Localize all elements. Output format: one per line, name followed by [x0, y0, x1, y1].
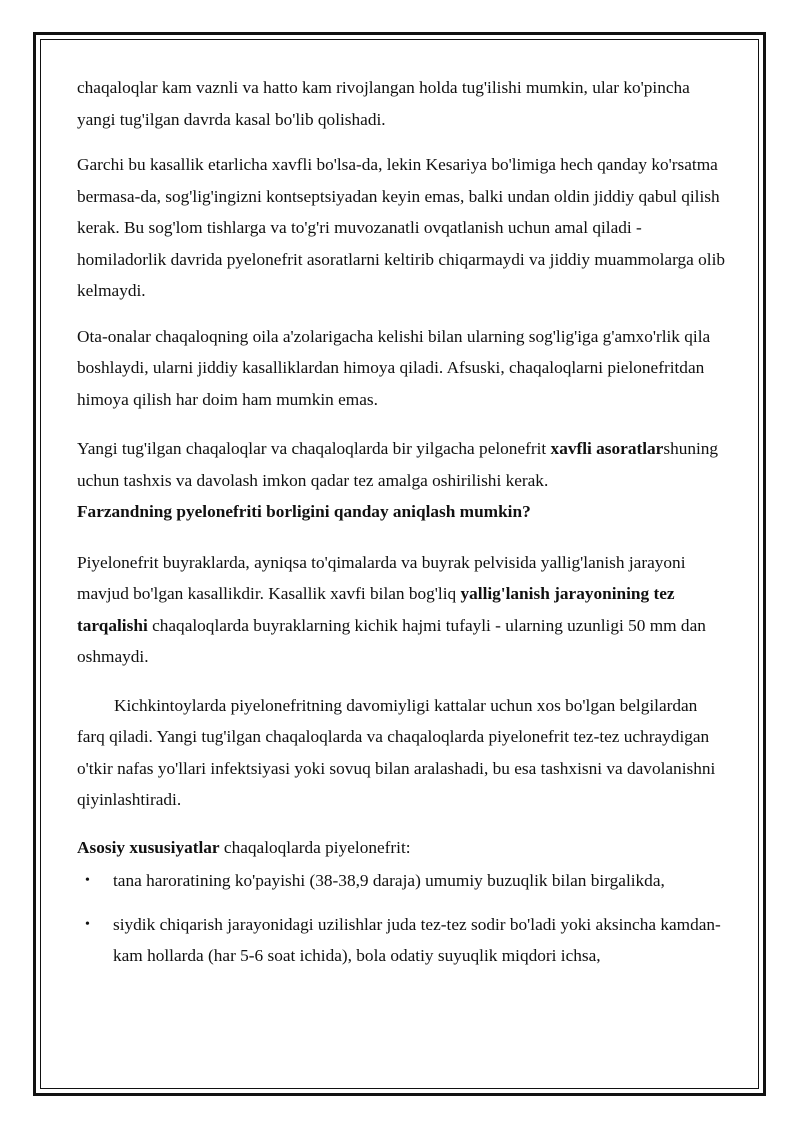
paragraph-5-text-start: Piyelonefrit buyraklarda, ayniqsa to'qimalarda va buyrak pelvisida yallig'lanish jarayoni mavjud bo'lgan kasallikdir. Kasallik xavfi bilan bog'liq — [77, 552, 686, 603]
paragraph-4-bold: xavfli asoratlar — [550, 439, 664, 458]
document-body — [77, 72, 729, 984]
paragraph-5-bold: yallig'lanish jarayonining tez tarqalishi — [77, 584, 675, 635]
bullet-icon: • — [85, 916, 90, 932]
list-item-text: tana haroratining ko'payishi (38-38,9 daraja) umumiy buzuqlik bilan birgalikda, — [113, 871, 665, 890]
paragraph-4 — [77, 433, 729, 496]
list-item — [77, 865, 729, 897]
paragraph-7-text-end: chaqaloqlarda piyelonefrit: — [219, 837, 411, 857]
paragraph-7 — [77, 832, 729, 864]
paragraph-5 — [77, 547, 729, 673]
bullet-list — [77, 865, 729, 972]
paragraph-4-text-start: Yangi tug'ilgan chaqaloqlar va chaqaloqlarda bir yilgacha pelonefrit — [77, 439, 551, 458]
list-item — [77, 909, 729, 972]
list-item-text: siydik chiqarish jarayonidagi uzilishlar juda tez-tez sodir bo'ladi yoki aksincha kamdan-kam hollarda (har 5-6 soat ichida), bola odatiy suyuqlik miqdori ichsa, — [113, 914, 721, 965]
paragraph-1: chaqaloqlar kam vaznli va hatto kam rivojlangan holda tug'ilishi mumkin, ular ko'pincha yangi tug'ilgan davrda kasal bo'lib qolishadi. — [77, 78, 690, 129]
paragraph-3: Ota-onalar chaqaloqning oila a'zolarigacha kelishi bilan ularning sog'lig'iga g'amxo'rlik qila boshlaydi, ularni jiddiy kasalliklardan himoya qiladi. Afsuski, chaqaloqlarni pielonefritdan himoya qilish har doim ham mumkin emas. — [77, 326, 711, 409]
paragraph-2: Garchi bu kasallik etarlicha xavfli bo'lsa-da, lekin Kesariya bo'limiga hech qanday ko'rsatma bermasa-da, sog'lig'ingizni kontseptsiyadan keyin emas, balki undan oldin jiddiy qabul qilish kerak. Bu sog'lom tishlarga va to'g'ri muvozanatli ovqatlanish uchun amal qiladi - homiladorlik davrida pyelonefrit asoratlarni keltirib chiqarmaydi va jiddiy muammolarga olib kelmaydi. — [77, 155, 726, 300]
section-heading: Farzandning pyelonefriti borligini qanday aniqlash mumkin? — [77, 502, 531, 521]
paragraph-6: Kichkintoylarda piyelonefritning davomiyligi kattalar uchun xos bo'lgan belgilardan farq qiladi. Yangi tug'ilgan chaqaloqlarda va chaqaloqlarda piyelonefrit tez-tez uchraydigan o'tkir nafas yo'llari infektsiyasi yoki sovuq bilan aralashadi, bu esa tashxisni va davolanishni qiyinlashtiradi. — [77, 695, 716, 809]
paragraph-5-text-end: chaqaloqlarda buyraklarning kichik hajmi tufayli - ularning uzunligi 50 mm dan oshmaydi. — [77, 615, 706, 666]
bullet-icon: • — [85, 873, 90, 888]
paragraph-7-bold: Asosiy xususiyatlar — [77, 837, 220, 857]
paragraph-4-text-end: shuning uchun tashxis va davolash imkon qadar tez amalga oshirilishi kerak. — [77, 439, 719, 490]
